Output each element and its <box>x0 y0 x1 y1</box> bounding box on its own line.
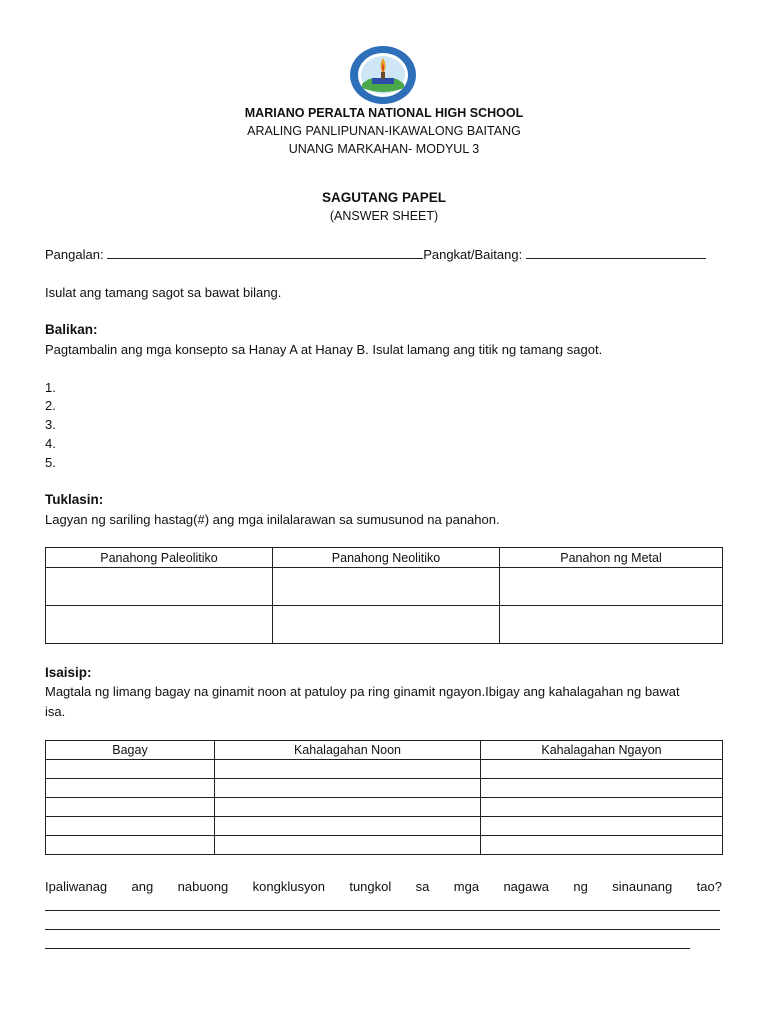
table-cell[interactable] <box>46 606 273 644</box>
table-row <box>46 836 723 855</box>
question-word: ang <box>131 879 154 894</box>
conclusion-question <box>45 879 722 894</box>
answer-line[interactable] <box>45 910 720 911</box>
tuklasin-table <box>45 547 723 644</box>
table-cell[interactable] <box>46 836 215 855</box>
module-line: UNANG MARKAHAN- MODYUL 3 <box>288 142 480 156</box>
question-word: Ipaliwanag <box>45 879 108 894</box>
answer-item-5: 5. <box>45 455 56 470</box>
name-row <box>45 246 706 262</box>
section-field[interactable] <box>526 246 706 259</box>
table-header-row <box>46 741 723 760</box>
question-word: sa <box>415 879 430 894</box>
table-cell[interactable] <box>481 760 723 779</box>
table-cell[interactable] <box>215 760 481 779</box>
table-cell[interactable] <box>215 817 481 836</box>
question-word: nagawa <box>503 879 549 894</box>
column-header: Panahon ng Metal <box>500 548 723 568</box>
balikan-instruction: Pagtambalin ang mga konsepto sa Hanay A at Hanay B. Isulat lamang ang titik ng tamang sagot. <box>45 342 603 357</box>
answer-line[interactable] <box>45 929 720 930</box>
table-row <box>46 817 723 836</box>
answer-item-3: 3. <box>45 417 56 432</box>
table-cell[interactable] <box>46 760 215 779</box>
question-word: nabuong <box>177 879 229 894</box>
table-cell[interactable] <box>481 817 723 836</box>
table-cell[interactable] <box>500 568 723 606</box>
table-row <box>46 568 723 606</box>
isaisip-table <box>45 740 723 855</box>
table-cell[interactable] <box>481 779 723 798</box>
table-row <box>46 760 723 779</box>
table-row <box>46 779 723 798</box>
question-word: kongklusyon <box>252 879 325 894</box>
question-word: tungkol <box>349 879 392 894</box>
table-row <box>46 606 723 644</box>
tuklasin-heading: Tuklasin: <box>45 492 104 507</box>
subject-line: ARALING PANLIPUNAN-IKAWALONG BAITANG <box>247 124 521 138</box>
answer-line[interactable] <box>45 948 690 949</box>
table-cell[interactable] <box>215 798 481 817</box>
question-word: mga <box>453 879 480 894</box>
isaisip-heading: Isaisip: <box>45 665 92 680</box>
column-header: Bagay <box>46 741 215 760</box>
table-cell[interactable] <box>215 836 481 855</box>
table-cell[interactable] <box>46 568 273 606</box>
table-cell[interactable] <box>481 836 723 855</box>
answer-item-2: 2. <box>45 398 56 413</box>
table-cell[interactable] <box>273 606 500 644</box>
school-logo <box>348 44 418 106</box>
school-name: MARIANO PERALTA NATIONAL HIGH SCHOOL <box>244 106 524 120</box>
table-header-row <box>46 548 723 568</box>
tuklasin-instruction: Lagyan ng sariling hastag(#) ang mga inilalarawan sa sumusunod na panahon. <box>45 512 500 527</box>
column-header: Panahong Paleolitiko <box>46 548 273 568</box>
name-label: Pangalan: <box>45 247 104 262</box>
column-header: Kahalagahan Ngayon <box>481 741 723 760</box>
general-instruction: Isulat ang tamang sagot sa bawat bilang. <box>45 285 282 300</box>
table-row <box>46 798 723 817</box>
question-word: tao? <box>696 879 722 894</box>
answer-item-1: 1. <box>45 380 56 395</box>
section-label: Pangkat/Baitang: <box>423 247 523 262</box>
isaisip-instruction-line2: isa. <box>45 704 66 719</box>
question-word: sinaunang <box>612 879 673 894</box>
table-cell[interactable] <box>46 817 215 836</box>
column-header: Panahong Neolitiko <box>273 548 500 568</box>
table-cell[interactable] <box>46 779 215 798</box>
page-title: SAGUTANG PAPEL <box>321 190 446 205</box>
table-cell[interactable] <box>500 606 723 644</box>
question-word: ng <box>573 879 588 894</box>
table-cell[interactable] <box>46 798 215 817</box>
table-cell[interactable] <box>215 779 481 798</box>
name-field[interactable] <box>107 246 423 259</box>
table-cell[interactable] <box>481 798 723 817</box>
isaisip-instruction-line1: Magtala ng limang bagay na ginamit noon at patuloy pa ring ginamit ngayon.Ibigay ang kahalagahan ng bawat <box>45 684 680 699</box>
balikan-heading: Balikan: <box>45 322 98 337</box>
table-cell[interactable] <box>273 568 500 606</box>
answer-item-4: 4. <box>45 436 56 451</box>
column-header: Kahalagahan Noon <box>215 741 481 760</box>
page-subtitle: (ANSWER SHEET) <box>329 209 439 223</box>
